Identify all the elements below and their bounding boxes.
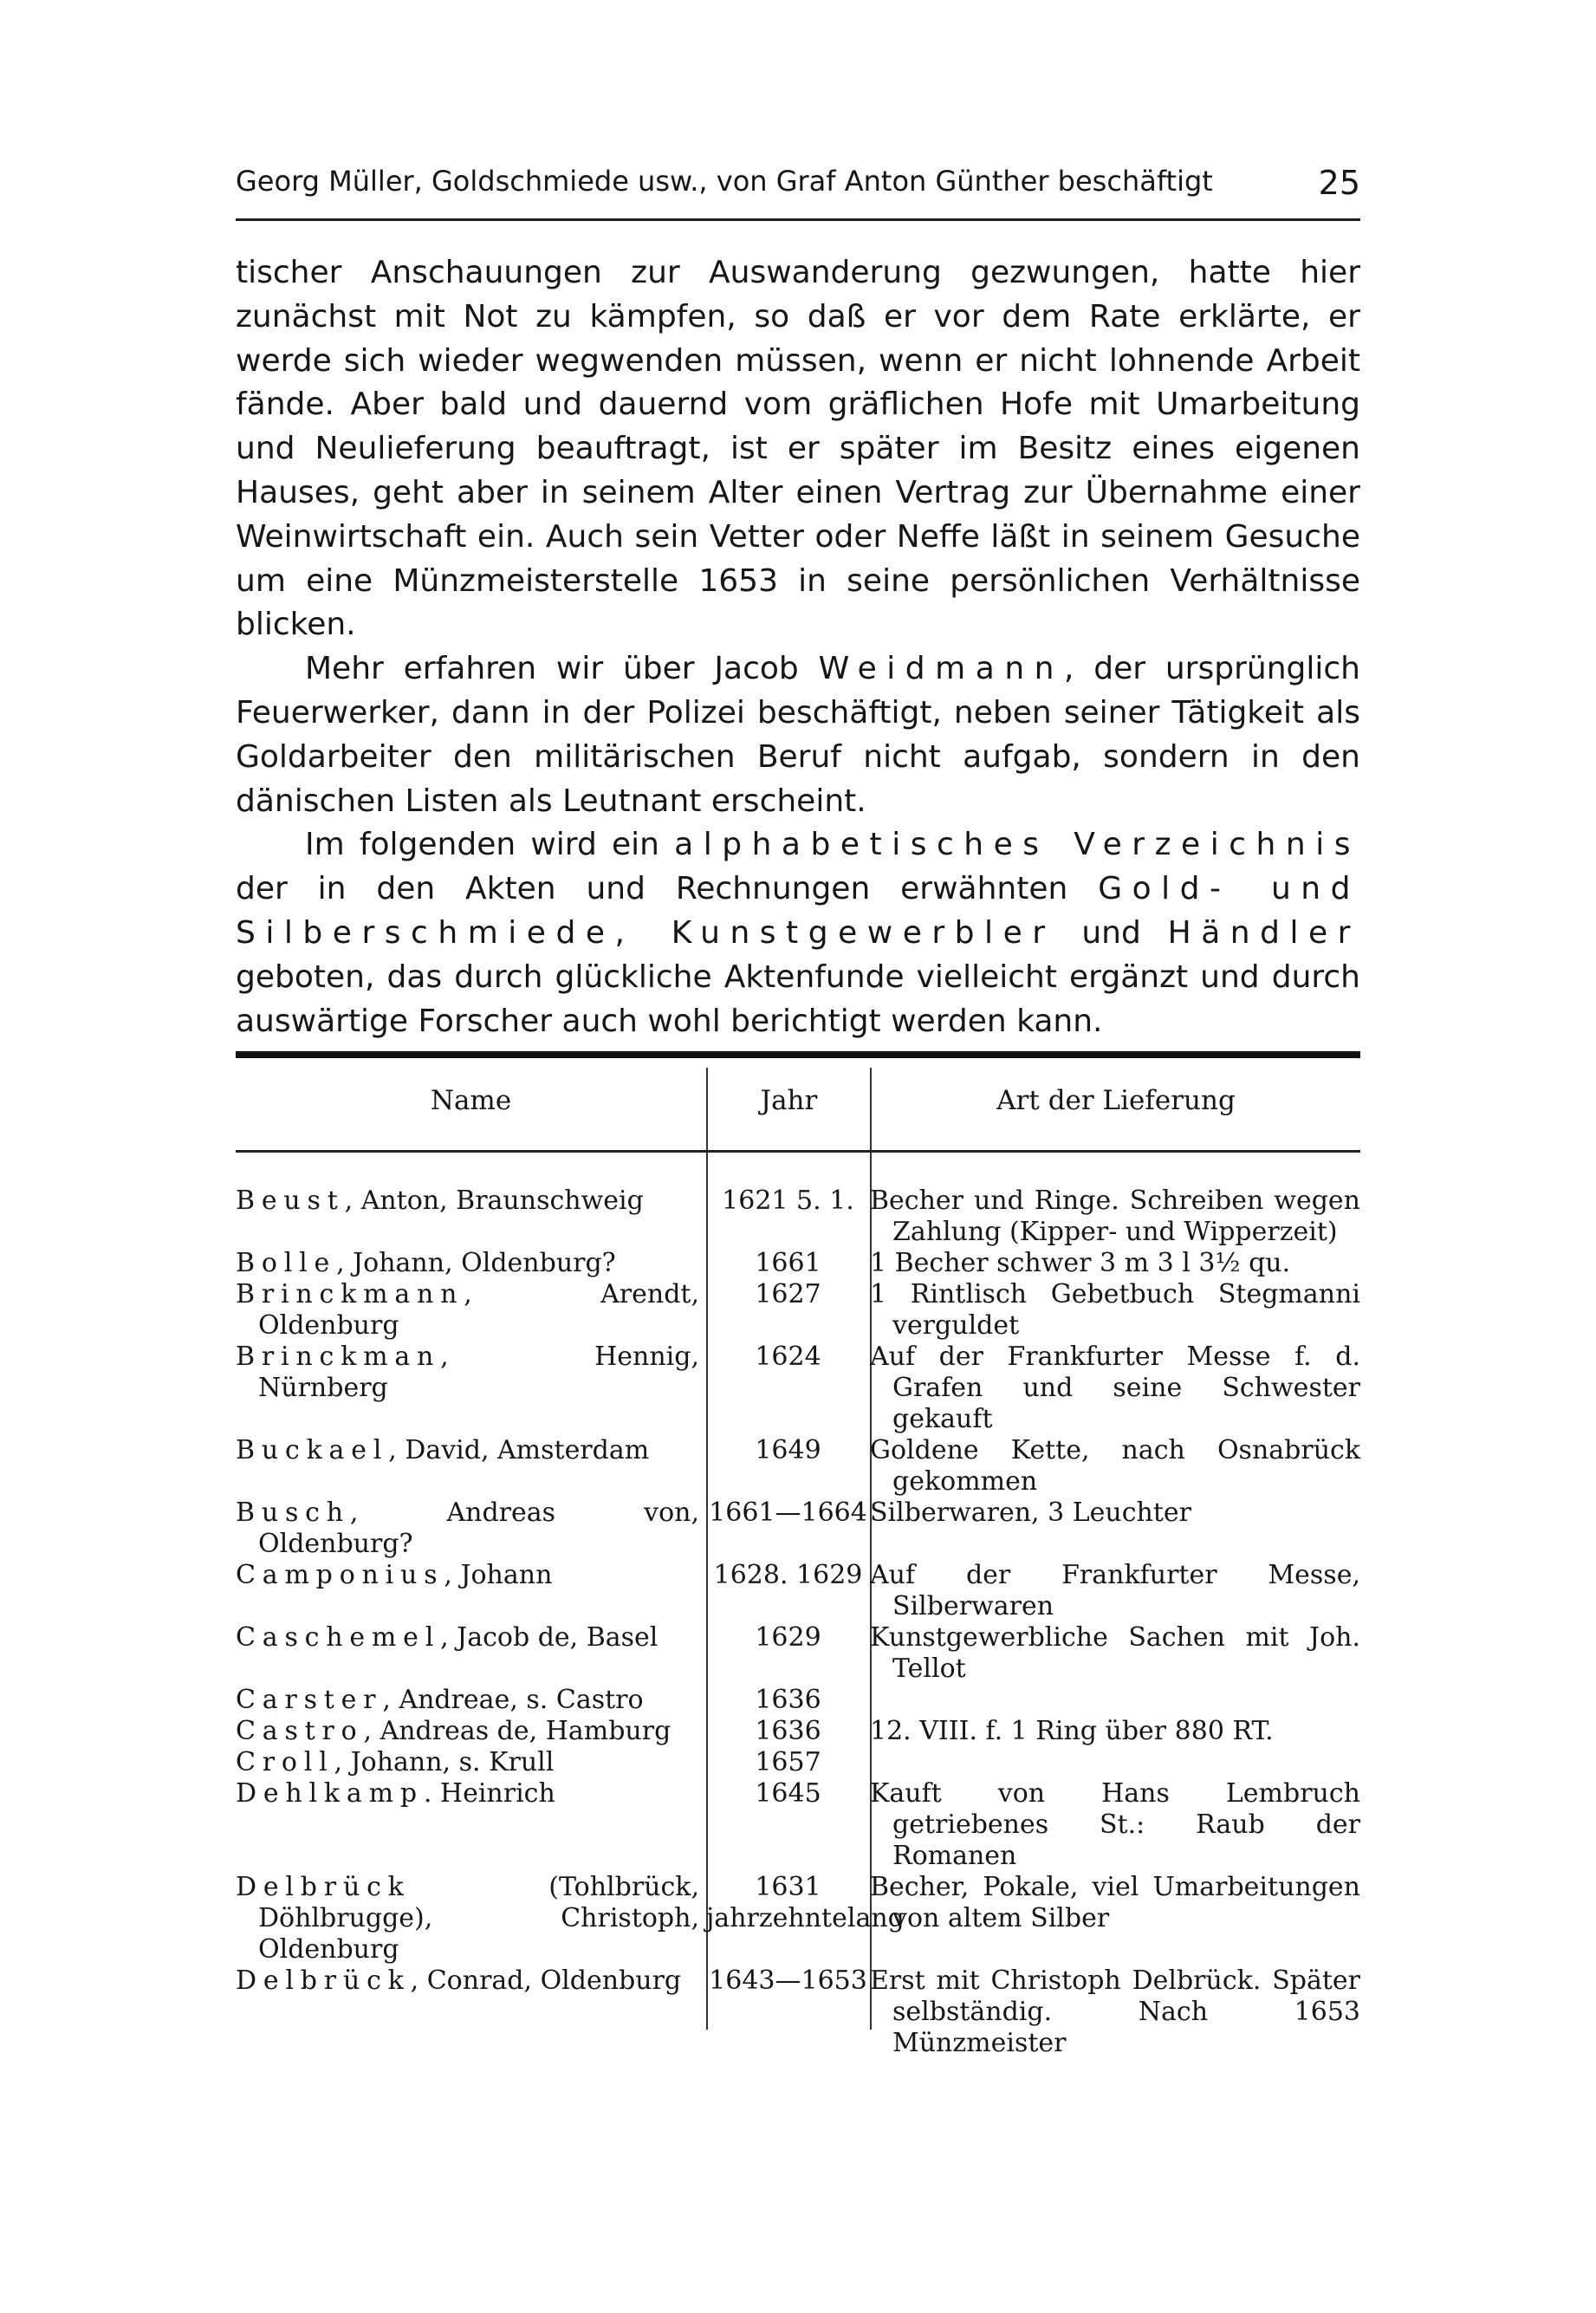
cell-name bbox=[236, 1279, 706, 1342]
table-row bbox=[236, 1498, 1360, 1560]
table-header-rule bbox=[236, 1150, 1360, 1153]
cell-art: Kauft von Hans Lembruch getriebenes St.: Raub der Romanen bbox=[870, 1778, 1360, 1871]
surname: Camponius bbox=[236, 1560, 444, 1590]
cell-year: 1628. 1629 bbox=[713, 1560, 863, 1590]
name-rest: , Jacob de, Basel bbox=[440, 1622, 659, 1653]
paragraph-2-text-b: , der ursprünglich Feuerwerker, dann in der Polizei beschäftigt, neben seiner Tätigkeit als Goldarbeiter den militärischen Beruf nicht aufgab, sondern in den dänischen Listen als Leutnant erscheint. bbox=[236, 651, 1360, 819]
cell-year: 1643—1653 bbox=[709, 1965, 867, 1996]
cell-art bbox=[870, 1685, 1360, 1716]
surname: Dehlkamp bbox=[236, 1778, 424, 1809]
cell-art: 1 Becher schwer 3 m 3 l 3½ qu. bbox=[870, 1248, 1291, 1278]
table-top-rule bbox=[236, 1051, 1360, 1058]
name-rest: , Johann, Oldenburg? bbox=[336, 1248, 616, 1278]
body-text bbox=[236, 251, 1360, 1043]
name-rest: , Hennig, Nürnberg bbox=[258, 1342, 699, 1403]
cell-art: Becher, Pokale, viel Umarbeitungen von altem Silber bbox=[870, 1872, 1360, 1933]
cell-year: 1627 bbox=[755, 1279, 821, 1309]
cell-name bbox=[236, 1778, 706, 1872]
surname: Castro bbox=[236, 1716, 364, 1746]
cell-year: 1636 bbox=[755, 1685, 821, 1715]
surname: Delbrück bbox=[236, 1872, 411, 1902]
cell-art: 1 Rintlisch Gebetbuch Stegmanni verguldet bbox=[870, 1279, 1360, 1341]
name-rest: , Andreae, s. Castro bbox=[382, 1685, 644, 1715]
paragraph-2-text-a: Mehr erfahren wir über Jacob bbox=[305, 651, 819, 687]
paragraph-3-text-c: der in den Akten und Rechnungen erwähnten bbox=[236, 871, 1099, 907]
cell-name bbox=[236, 1747, 706, 1778]
table-row bbox=[236, 1685, 1360, 1716]
table-row bbox=[236, 1872, 1360, 1965]
cell-year: 1661—1664 bbox=[709, 1498, 867, 1528]
running-head-title: Georg Müller, Goldschmiede usw., von Graf Anton Günther beschäftigt bbox=[236, 165, 1213, 198]
surname: Brinckman bbox=[236, 1342, 441, 1372]
cell-name bbox=[236, 1186, 706, 1248]
page-number: 25 bbox=[1318, 164, 1360, 202]
surname: Bolle bbox=[236, 1248, 337, 1278]
paragraph-3-text-a: Im folgenden wird ein bbox=[305, 827, 675, 863]
spaced-name-weidmann: Weidmann bbox=[818, 651, 1064, 687]
table-row bbox=[236, 1560, 1360, 1622]
table-row bbox=[236, 1778, 1360, 1872]
cell-art: Erst mit Christoph Delbrück. Später selbständig. Nach 1653 Münzmeister bbox=[870, 1965, 1360, 2058]
table-header-name: Name bbox=[430, 1085, 512, 1116]
spaced-text-schmiede: Gold- und Silberschmiede, Kunstgewerbler bbox=[236, 871, 1360, 951]
name-rest: , Arendt, Oldenburg bbox=[258, 1279, 699, 1341]
table-row bbox=[236, 1435, 1360, 1498]
cell-name bbox=[236, 1342, 706, 1435]
surname: Carster bbox=[236, 1685, 383, 1715]
cell-art: 12. VIII. f. 1 Ring über 880 RT. bbox=[870, 1716, 1274, 1746]
name-rest: , Andreas de, Hamburg bbox=[363, 1716, 671, 1746]
cell-year: 1631 jahrzehntelang bbox=[706, 1872, 905, 1933]
surname: Buckael bbox=[236, 1435, 389, 1465]
spaced-text-verzeichnis: alphabetisches Verzeichnis bbox=[674, 827, 1360, 863]
paragraph-3-text-e: und bbox=[1054, 914, 1168, 951]
table-row bbox=[236, 1342, 1360, 1435]
surname: Delbrück bbox=[236, 1965, 411, 1996]
table-header-art: Art der Lieferung bbox=[996, 1085, 1236, 1116]
cell-year: 1649 bbox=[755, 1435, 821, 1465]
table-row bbox=[236, 1279, 1360, 1342]
cell-name bbox=[236, 1872, 706, 1965]
name-rest: , Johann, s. Krull bbox=[334, 1747, 555, 1777]
table-row bbox=[236, 1747, 1360, 1778]
table-header-year: Jahr bbox=[760, 1085, 818, 1116]
surname: Brinckmann bbox=[236, 1279, 464, 1309]
header-rule bbox=[236, 218, 1360, 221]
cell-name bbox=[236, 1622, 706, 1685]
surname: Busch bbox=[236, 1498, 350, 1528]
cell-name bbox=[236, 1716, 706, 1747]
cell-name bbox=[236, 1560, 706, 1622]
table-row bbox=[236, 1965, 1360, 2059]
cell-art: Becher und Ringe. Schreiben wegen Zahlung (Kipper- und Wipperzeit) bbox=[870, 1186, 1360, 1247]
surname: Caschemel bbox=[236, 1622, 441, 1653]
spaced-text-haendler: Händler bbox=[1167, 914, 1360, 951]
table-body bbox=[236, 1186, 1360, 2059]
name-rest: . Heinrich bbox=[423, 1778, 555, 1809]
cell-art: Auf der Frankfurter Messe f. d. Grafen und seine Schwester gekauft bbox=[870, 1342, 1360, 1434]
name-rest: , Conrad, Oldenburg bbox=[410, 1965, 682, 1996]
cell-art: Auf der Frankfurter Messe, Silberwaren bbox=[870, 1560, 1360, 1621]
cell-art: Silberwaren, 3 Leuchter bbox=[870, 1498, 1191, 1528]
name-rest: , Johann bbox=[444, 1560, 553, 1590]
cell-year: 1636 bbox=[755, 1716, 821, 1746]
surname: Croll bbox=[236, 1747, 334, 1777]
paragraph-3-text-g: geboten, das durch glückliche Aktenfunde vielleicht ergänzt und durch auswärtige Forscher auch wohl berichtigt werden kann. bbox=[236, 958, 1360, 1039]
cell-year: 1645 bbox=[755, 1778, 821, 1809]
name-rest: (Tohlbrück, Döhlbrugge), Christoph, Oldenburg bbox=[258, 1872, 699, 1965]
paragraph-2 bbox=[236, 647, 1360, 823]
table-row bbox=[236, 1622, 1360, 1685]
table-row bbox=[236, 1248, 1360, 1279]
table-row bbox=[236, 1186, 1360, 1248]
cell-year: 1629 bbox=[755, 1622, 821, 1653]
cell-year: 1657 bbox=[755, 1747, 821, 1777]
name-rest: , Anton, Braunschweig bbox=[344, 1186, 644, 1216]
cell-name bbox=[236, 1685, 706, 1716]
cell-art bbox=[870, 1747, 1360, 1778]
cell-art: Kunstgewerbliche Sachen mit Joh. Tellot bbox=[870, 1622, 1360, 1684]
cell-year: 1661 bbox=[755, 1248, 821, 1278]
table-row bbox=[236, 1716, 1360, 1747]
cell-name bbox=[236, 1498, 706, 1560]
paragraph-3 bbox=[236, 823, 1360, 1043]
paragraph-1: tischer Anschauungen zur Auswanderung gezwungen, hatte hier zunächst mit Not zu kämpfen, so daß er vor dem Rate erklärte, er werde sich wieder wegwenden müssen, wenn er nicht lohnende Arbeit fände. Aber bald und dauernd vom gräflichen Hofe mit Umarbeitung und Neulieferung beauftragt, ist er später im Besitz eines eigenen Hauses, geht aber in seinem Alter einen Vertrag zur Übernahme einer Weinwirtschaft ein. Auch sein Vetter oder Neffe läßt in seinem Gesuche um eine Münzmeisterstelle 1653 in seine persönlichen Verhältnisse blicken. bbox=[236, 255, 1360, 643]
cell-year: 1624 bbox=[755, 1342, 821, 1372]
cell-art: Goldene Kette, nach Osnabrück gekommen bbox=[870, 1435, 1360, 1497]
surname: Beust bbox=[236, 1186, 345, 1216]
cell-name bbox=[236, 1965, 706, 2059]
name-rest: , Andreas von, Oldenburg? bbox=[258, 1498, 699, 1559]
cell-name bbox=[236, 1435, 706, 1498]
name-rest: , David, Amsterdam bbox=[388, 1435, 650, 1465]
cell-year: 1621 5. 1. bbox=[722, 1186, 854, 1216]
cell-name bbox=[236, 1248, 706, 1279]
